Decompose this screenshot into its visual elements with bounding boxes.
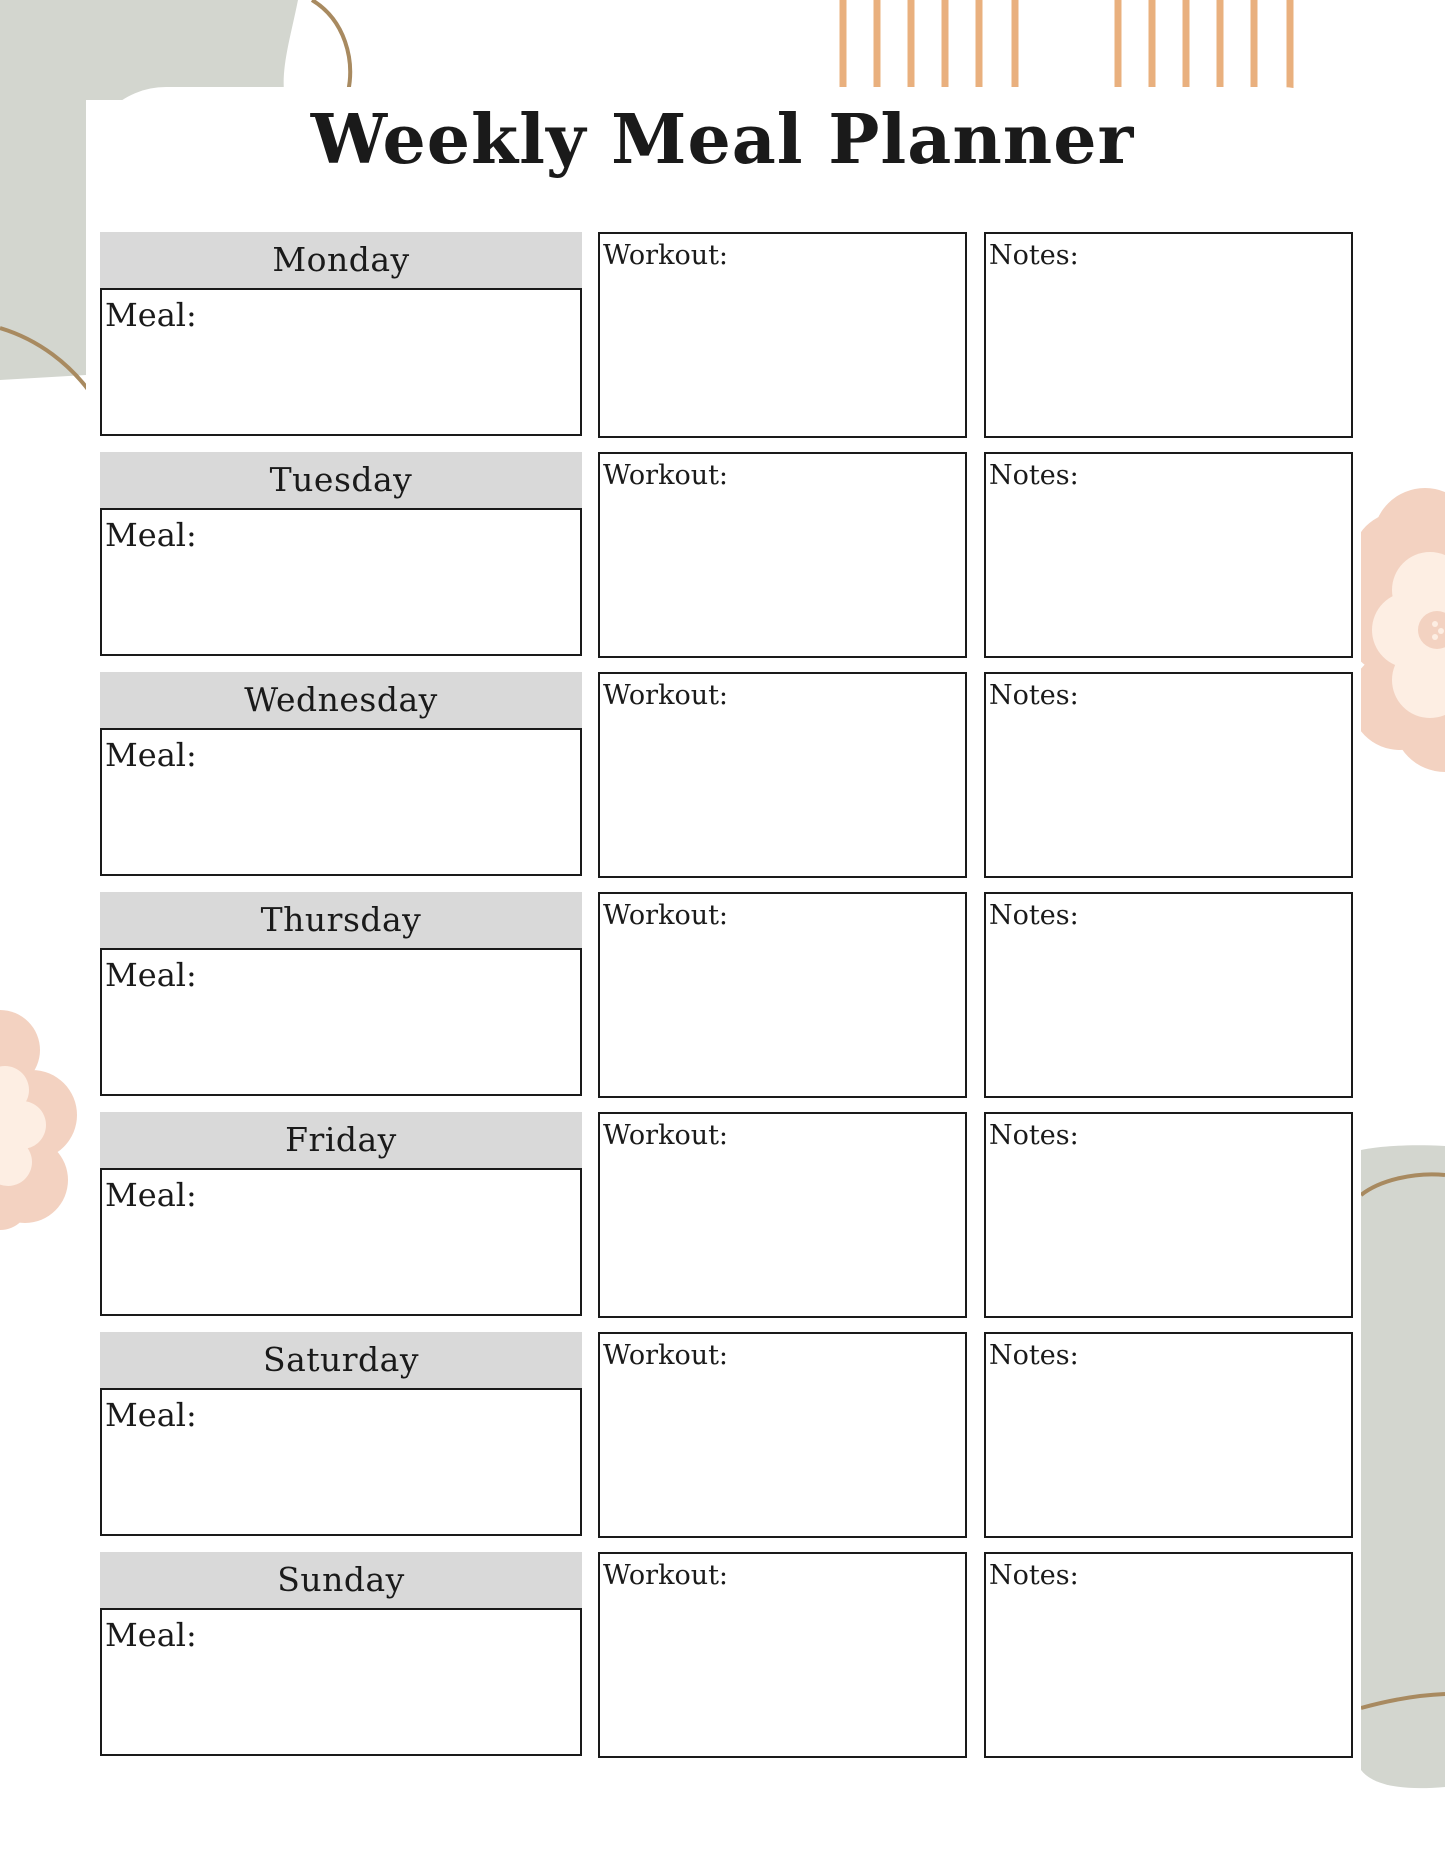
day-row-friday [100, 1112, 1353, 1332]
meal-column [100, 1112, 582, 1318]
notes-box[interactable] [984, 452, 1353, 658]
workout-label: Workout: [603, 680, 729, 711]
meal-label: Meal: [105, 1176, 197, 1214]
workout-label: Workout: [603, 1120, 729, 1151]
workout-label: Workout: [603, 240, 729, 271]
notes-label: Notes: [989, 460, 1079, 491]
meal-box[interactable] [100, 1608, 582, 1756]
meal-box[interactable] [100, 728, 582, 876]
meal-label: Meal: [105, 1396, 197, 1434]
workout-label: Workout: [603, 900, 729, 931]
meal-column [100, 452, 582, 658]
meal-box[interactable] [100, 508, 582, 656]
stripes-top [843, 0, 1290, 88]
meal-column [100, 232, 582, 438]
meal-box[interactable] [100, 1388, 582, 1536]
notes-label: Notes: [989, 1340, 1079, 1371]
workout-box[interactable] [598, 1332, 967, 1538]
day-header: Monday [100, 232, 582, 288]
meal-column [100, 672, 582, 878]
notes-label: Notes: [989, 1560, 1079, 1591]
workout-box[interactable] [598, 1552, 967, 1758]
notes-label: Notes: [989, 680, 1079, 711]
workout-box[interactable] [598, 452, 967, 658]
meal-box[interactable] [100, 288, 582, 436]
notes-box[interactable] [984, 1552, 1353, 1758]
workout-box[interactable] [598, 1112, 967, 1318]
workout-box[interactable] [598, 892, 967, 1098]
workout-box[interactable] [598, 232, 967, 438]
meal-label: Meal: [105, 1616, 197, 1654]
day-header: Friday [100, 1112, 582, 1168]
planner-grid [100, 232, 1353, 1772]
day-header: Tuesday [100, 452, 582, 508]
day-header: Sunday [100, 1552, 582, 1608]
day-row-saturday [100, 1332, 1353, 1552]
notes-box[interactable] [984, 1112, 1353, 1318]
meal-column [100, 1552, 582, 1758]
meal-box[interactable] [100, 948, 582, 1096]
workout-label: Workout: [603, 1560, 729, 1591]
day-row-wednesday [100, 672, 1353, 892]
notes-label: Notes: [989, 240, 1079, 271]
day-row-thursday [100, 892, 1353, 1112]
notes-label: Notes: [989, 900, 1079, 931]
sage-blob-bottom-right [1361, 1145, 1445, 1788]
workout-label: Workout: [603, 460, 729, 491]
day-header: Thursday [100, 892, 582, 948]
page-title: Weekly Meal Planner [310, 100, 1135, 180]
day-row-tuesday [100, 452, 1353, 672]
meal-box[interactable] [100, 1168, 582, 1316]
workout-label: Workout: [603, 1340, 729, 1371]
arc-line-top-left [312, 0, 350, 92]
meal-column [100, 892, 582, 1098]
meal-label: Meal: [105, 516, 197, 554]
notes-label: Notes: [989, 1120, 1079, 1151]
notes-box[interactable] [984, 672, 1353, 878]
meal-label: Meal: [105, 956, 197, 994]
day-header: Wednesday [100, 672, 582, 728]
meal-label: Meal: [105, 296, 197, 334]
notes-box[interactable] [984, 232, 1353, 438]
meal-column [100, 1332, 582, 1538]
notes-box[interactable] [984, 892, 1353, 1098]
day-row-sunday [100, 1552, 1353, 1772]
meal-label: Meal: [105, 736, 197, 774]
day-row-monday [100, 232, 1353, 452]
day-header: Saturday [100, 1332, 582, 1388]
workout-box[interactable] [598, 672, 967, 878]
notes-box[interactable] [984, 1332, 1353, 1538]
